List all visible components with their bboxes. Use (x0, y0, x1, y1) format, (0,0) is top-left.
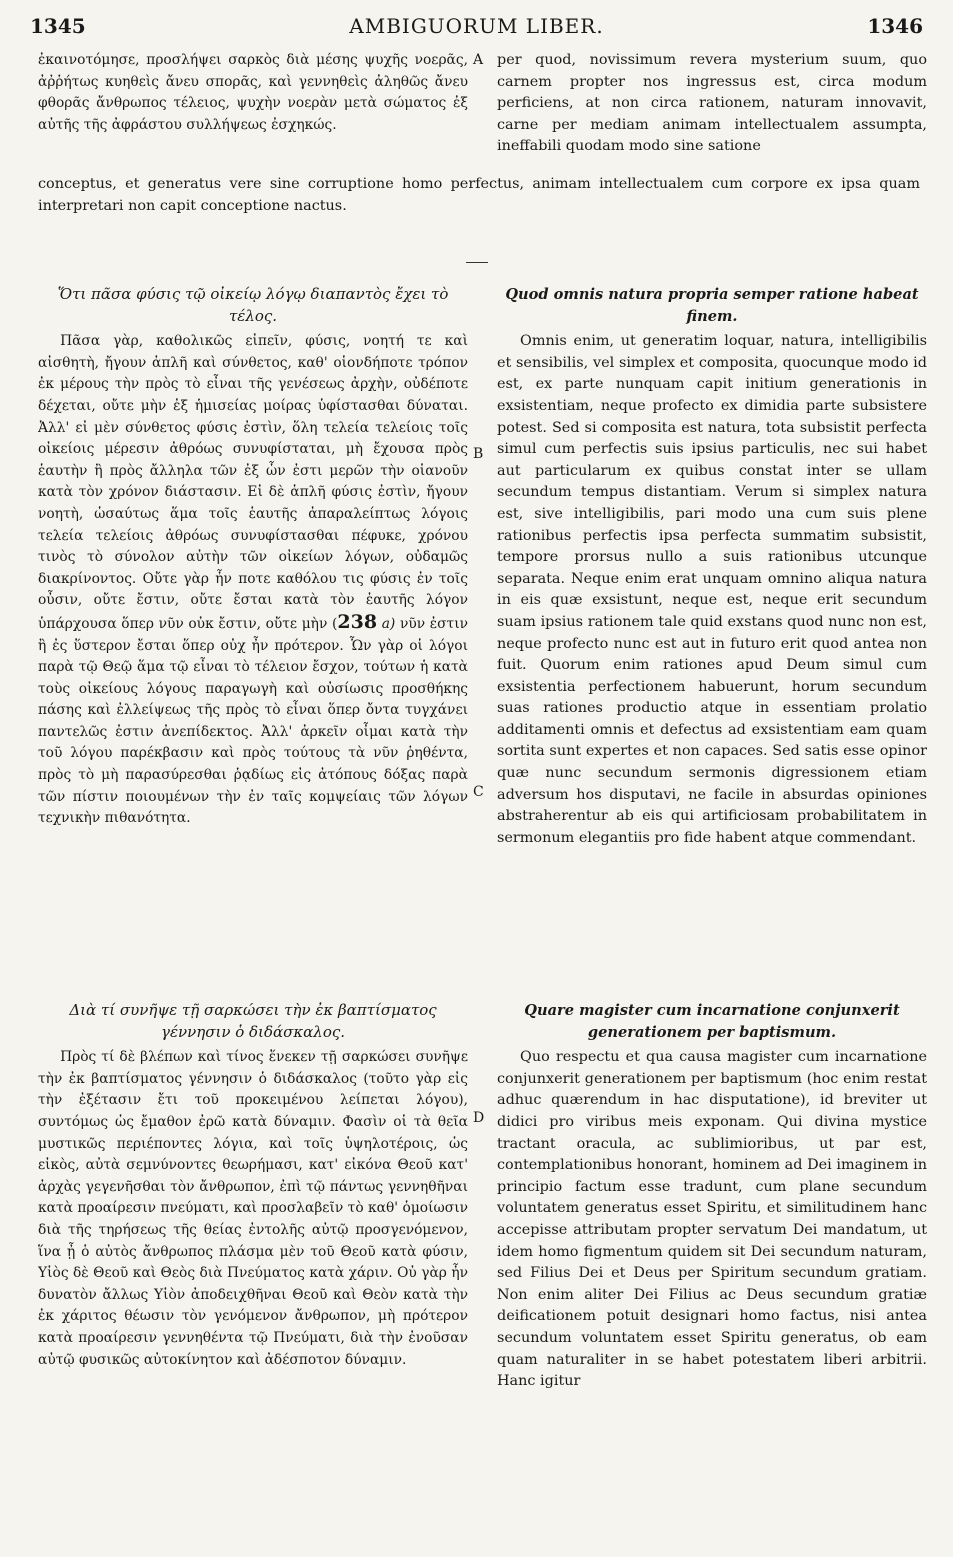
section2-greek-title: Διὰ τί συνῆψε τῇ σαρκώσει τὴν ἐκ βαπτίσματος γέννησιν ὁ διδάσκαλος. (69, 1001, 437, 1041)
intro-latin-text: per quod, novissimum revera mysterium suum, quo carnem propter nos ingressus est, circa modum perficiens, at non circa rationem, naturam innovavit, carne per mediam animam intellectualem assumpta, ineffabili quodam modo sine satione (497, 52, 927, 155)
intro-wide (38, 174, 920, 218)
section2-latin-text: Quo respectu et qua causa magister cum incarnatione conjunxerit generationem per baptismum (hoc enim restat adhuc quærendum in hac disputatione), id breviter ut didici pro viribus meis exponam. Qui divina mystice tractant oracula, ac sublimioribus, ut par est, contemplationibus honorant, hominem ad Dei imaginem in principio factum esse tradunt, cum plane secundum voluntatem generatus esset Spiritu, et similitudinem hanc accepisse attributam propter servatum Dei mandatum, ut idem homo figmentum quidem sit Dei secundum naturam, sed Filius Dei et Deus per Spiritum secundum gratiam. Non enim aliter Dei Filius ac Deus secundum gratiæ deificationem potuit designari homo factus, nisi antea secundum voluntatem esset Spiritu generatus, ob eam quam naturaliter in se habet potestatem liberi arbitrii. Hanc igitur (497, 1049, 927, 1390)
page-header (30, 14, 923, 44)
section1-latin (497, 284, 927, 984)
running-title: AMBIGUORUM LIBER. (349, 14, 604, 38)
left-page-number: 1345 (30, 14, 86, 38)
section1-greek-text-2: νῦν ἐστιν ἢ ἐς ὕστερον ἔσται ὅπερ οὐχ ἦν πρότερον. Ὧν γὰρ οἱ λόγοι παρὰ τῷ Θεῷ ἅμα τῷ εἶναι τὸ τέλειον ἔσχον, τούτων ἡ κατὰ τοὺς οἰκείους λόγους παραγωγὴ καὶ οὐσίωσις προσθήκης πάσης καὶ ἐλλείψεως τῆς πρὸς τὸ εἶναι ὅπερ ὄντα τυγχάνει παντελῶς ἐστιν ἀνεπίδεκτος. Ἀλλ' ἀρκεῖν οἶμαι κατὰ τὴν τοῦ λόγου παρέκβασιν καὶ πρὸς τούτους τὰ νῦν ῥηθέντα, πρὸς τὸ μὴ παρασύρεσθαι ῥᾳδίως εἰς ἀτόπους δόξας παρὰ τῶν πίστιν ποιουμένων τὴν ἐν ταῖς κομψείαις τῶν λόγων τεχνικὴν πιθανότητα. (38, 615, 468, 827)
section1-latin-title: Quod omnis natura propria semper ratione habeat finem. (505, 286, 919, 325)
section2-greek (38, 1000, 468, 1540)
section2-latin (497, 1000, 927, 1540)
section1-latin-text: Omnis enim, ut generatim loquar, natura, intelligibilis et sensibilis, vel simplex et composita, quocunque modo id est, ex parte nunquam capit initium generationis in exsistentiam, neque profecto ex dimidia parte subsistere potest. Sed si composita est natura, tota subsistit perfecta simul cum perfectis suis ipsius particulis, nec sui habet aut particularum ex quibus constat inter se ullam secundum tempus distantiam. Verum si simplex natura est, sive intelligibilis, pari modo una cum suis plene rationibus perfectis ipsa perfecta summatim subsistit, tempore prorsus nullo a suis rationibus utcunque separata. Neque enim erat unquam omnino aliqua natura in eis quæ exsistunt, neque est, neque erit secundum suam ipsius rationem tale quid exstans quod nunc non est, neque profecto nunc est aut in futuro erit quod antea non fuit. Quorum enim rationes apud Deum simul cum exsistentia perfectionem habuerunt, horum secundum suas rationes productio atque in essentiam prolatio additamenti omnis et defectus ad exsistentiam eam quam sortita sunt expertes et non capaces. Sed satis esse opinor quæ nunc secundum sermonis digressionem etiam adversum hos disputavi, ne facile in absurdas opiniones abstraherentur ab eis qui artificiosam probabilitatem in sermonum elegantiis pro fide habent atque commendant. (497, 333, 927, 846)
page-marker-suffix: a) (381, 615, 396, 632)
intro-greek-text: ἐκαινοτόμησε, προσλήψει σαρκὸς διὰ μέσης ψυχῆς νοερᾶς, ἀῤῥήτως κυηθεὶς ἄνευ σπορᾶς, καὶ γεννηθεὶς ἀληθῶς ἄνευ φθορᾶς ἄνθρωπος τέλειος, ψυχὴν νοερὰν μετὰ σώματος ἐξ αὐτῆς τῆς ἀφράστου συλλήψεως ἐσχηκώς. (38, 52, 468, 133)
margin-letter-a: A (473, 52, 484, 68)
intro-wide-text: conceptus, et generatus vere sine corruptione homo perfectus, animam intellectualem cum corpore ex ipsa quam interpretari non capit conceptione nactus. (38, 176, 920, 214)
section1-greek-text: Πᾶσα γὰρ, καθολικῶς εἰπεῖν, φύσις, νοητή τε καὶ αἰσθητὴ, ἤγουν ἁπλῆ καὶ σύνθετος, καθ' οἱονδήποτε τρόπον ἐκ μέρους τὴν πρὸς τὸ εἶναι τῆς γενέσεως ἀρχὴν, οὐδέποτε δέχεται, οὔτε μὴν ἐξ ἡμισείας μοίρας ὑφίστασθαι δύναται. Ἀλλ' εἰ μὲν σύνθετος φύσις ἐστὶν, ὅλη τελεία τελείοις τοῖς οἰκείοις μέρεσιν ἀθρόως συνυφίσταται, μὴ ἔχουσα πρὸς ἑαυτὴν ἢ πρὸς ἄλληλα τῶν ἐξ ὧν ἐστι μερῶν τὴν οἱανοῦν κατὰ τὸν χρόνον διάστασιν. Εἰ δὲ ἁπλῆ φύσις ἐστὶν, ἤγουν νοητὴ, ὡσαύτως ἅμα τοῖς ἑαυτῆς ἀπαραλείπτως λόγοις τελεία τελείοις ἀθρόως συνυφίστασθαι πέφυκε, χρόνου τινὸς τὸ σύνολον αὐτὴν τῶν οἰκείων λόγων, οὐδαμῶς διακρίνοντος. Οὔτε γὰρ ἦν ποτε καθόλου τις φύσις ἐν τοῖς οὖσιν, οὔτε ἔστιν, οὔτε ἔσται κατὰ τὸν ἑαυτῆς λόγον ὑπάρχουσα ὅπερ νῦν οὐκ ἔστιν, οὔτε μὴν (38, 333, 468, 632)
section1-greek-paragraph: Πᾶσα γὰρ, καθολικῶς εἰπεῖν, φύσις, νοητή τε καὶ αἰσθητὴ, ἤγουν ἁπλῆ καὶ σύνθετος, καθ' οἱονδήποτε τρόπον ἐκ μέρους τὴν πρὸς τὸ εἶναι τῆς γενέσεως ἀρχὴν, οὐδέποτε δέχεται, οὔτε μὴν ἐξ ἡμισείας μοίρας ὑφίστασθαι δύναται. Ἀλλ' εἰ μὲν σύνθετος φύσις ἐστὶν, ὅλη τελεία τελείοις τοῖς οἰκείοις μέρεσιν ἀθρόως συνυφίσταται, μὴ ἔχουσα πρὸς ἑαυτὴν ἢ πρὸς ἄλληλα τῶν ἐξ ὧν ἐστι μερῶν τὴν οἱανοῦν κατὰ τὸν χρόνον διάστασιν. Εἰ δὲ ἁπλῆ φύσις ἐστὶν, ἤγουν νοητὴ, ὡσαύτως ἅμα τοῖς ἑαυτῆς ἀπαραλείπτως λόγοις τελεία τελείοις ἀθρόως συνυφίστασθαι πέφυκε, χρόνου τινὸς τὸ σύνολον αὐτὴν τῶν οἰκείων λόγων, οὐδαμῶς διακρίνοντος. Οὔτε γὰρ ἦν ποτε καθόλου τις φύσις ἐν τοῖς οὖσιν, οὔτε ἔστιν, οὔτε ἔσται κατὰ τὸν ἑαυτῆς λόγον ὑπάρχουσα ὅπερ νῦν οὐκ ἔστιν, οὔτε μὴν (238 a) νῦν ἐστιν ἢ ἐς ὕστερον ἔσται ὅπερ οὐχ ἦν πρότερον. Ὧν γὰρ οἱ λόγοι παρὰ τῷ Θεῷ ἅμα τῷ εἶναι τὸ τέλειον ἔσχον, τούτων ἡ κατὰ τοὺς οἰκείους λόγους παραγωγὴ καὶ οὐσίωσις προσθήκης πάσης καὶ ἐλλείψεως τῆς πρὸς τὸ εἶναι ὅπερ ὄντα τυγχάνει παντελῶς ἐστιν ἀνεπίδεκτος. Ἀλλ' ἀρκεῖν οἶμαι κατὰ τὴν τοῦ λόγου παρέκβασιν καὶ πρὸς τούτους τὰ νῦν ῥηθέντα, πρὸς τὸ μὴ παρασύρεσθαι ῥᾳδίως εἰς ἀτόπους δόξας παρὰ τῶν πίστιν ποιουμένων τὴν ἐν ταῖς κομψείαις τῶν λόγων τεχνικὴν πιθανότητα. (38, 333, 468, 827)
section-divider (466, 262, 488, 263)
margin-letter-b: B (473, 446, 484, 462)
margin-letter-c: C (473, 784, 484, 800)
margin-letter-d: D (473, 1110, 485, 1126)
section1-greek (38, 284, 468, 984)
right-page-number: 1346 (867, 14, 923, 38)
section1-greek-title: Ὅτι πᾶσα φύσις τῷ οἰκείῳ λόγῳ διαπαντὸς ἔχει τὸ τέλος. (57, 285, 449, 325)
section2-greek-text: Πρὸς τί δὲ βλέπων καὶ τίνος ἕνεκεν τῇ σαρκώσει συνῆψε τὴν ἐκ βαπτίσματος γέννησιν ὁ διδάσκαλος (τοῦτο γὰρ εἰς τὴν ἐξέτασιν ἔτι τοῦ προκειμένου λείπεται λόγου), συντόμως ὡς ἔμαθον ἐρῶ κατὰ δύναμιν. Φασὶν οἱ τὰ θεῖα μυστικῶς περιέποντες λόγια, καὶ τοῖς ὑψηλοτέροις, ὡς εἰκὸς, αὐτὰ σεμνύνοντες θεωρήμασι, κατ' εἰκόνα Θεοῦ κατ' ἀρχὰς γεγενῆσθαι τὸν ἄνθρωπον, ἐπὶ τῷ πάντως γεννηθῆναι κατὰ προαίρεσιν πνεύματι, καὶ προσλαβεῖν τὸ καθ' ὁμοίωσιν διὰ τῆς τηρήσεως τῆς θείας ἐντολῆς αὐτῷ προσγενόμενον, ἵνα ᾖ ὁ αὐτὸς ἄνθρωπος πλάσμα μὲν τοῦ Θεοῦ κατὰ φύσιν, Υἱὸς δὲ Θεοῦ καὶ Θεὸς διὰ Πνεύματος κατὰ χάριν. Οὐ γὰρ ἦν δυνατὸν ἄλλως Υἱὸν ἀποδειχθῆναι Θεοῦ καὶ Θεὸν κατὰ τὴν ἐκ χάριτος θέωσιν τὸν γενόμενον ἄνθρωπον, μὴ πρότερον κατὰ προαίρεσιν γεννηθέντα τῷ Πνεύματι, διὰ τὴν ἐνοῦσαν αὐτῷ φυσικῶς αὐτοκίνητον καὶ ἀδέσποτον δύναμιν. (38, 1049, 468, 1368)
intro-greek (38, 50, 468, 178)
section2-latin-title: Quare magister cum incarnatione conjunxerit generationem per baptismum. (524, 1002, 900, 1041)
intro-latin (497, 50, 927, 178)
page-marker: 238 (337, 610, 378, 633)
